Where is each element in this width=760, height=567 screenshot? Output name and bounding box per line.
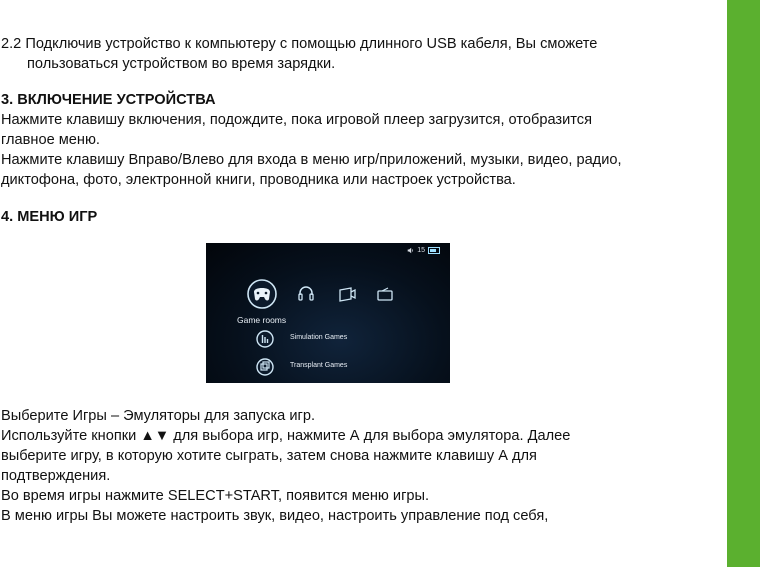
status-bar: [407, 247, 440, 254]
power-on-line-4: диктофона, фото, электронной книги, проводника или настроек устройства.: [1, 172, 516, 188]
device-screenshot: [206, 243, 450, 383]
radio-icon: [376, 287, 394, 301]
games-menu-line-1: Выберите Игры – Эмуляторы для запуска игр.: [1, 408, 316, 424]
power-on-line-1: Нажмите клавишу включения, подождите, пока игровой плеер загрузится, отобразится: [1, 112, 592, 128]
transplant-games-icon: [256, 358, 274, 376]
games-menu-line-6: В меню игры Вы можете настроить звук, видео, настроить управление под себя,: [1, 508, 549, 524]
menu-item-simulation-games[interactable]: Simulation Games: [290, 334, 348, 341]
games-menu-line-3: выберите игру, в которую хотите сыграть, затем снова нажмите клавишу А для: [1, 448, 537, 464]
power-on-line-2: главное меню.: [1, 132, 100, 148]
games-menu-line-4: подтверждения.: [1, 468, 111, 484]
usb-charging-line-2: пользоваться устройством во время зарядки.: [27, 56, 336, 72]
heading-power-on: 3. ВКЛЮЧЕНИЕ УСТРОЙСТВА: [1, 92, 216, 108]
menu-item-transplant-games[interactable]: Transplant Games: [290, 362, 348, 369]
games-menu-line-5: Во время игры нажмите SELECT+START, появится меню игры.: [1, 488, 430, 504]
green-side-bar: [727, 0, 760, 567]
video-icon: [337, 286, 357, 302]
heading-games-menu: 4. МЕНЮ ИГР: [1, 209, 98, 225]
paragraph-usb-charging: [1, 34, 742, 74]
paragraph-games-menu: [1, 406, 716, 526]
menu-title: Game rooms: [237, 315, 287, 325]
simulation-games-icon: [256, 330, 274, 348]
games-menu-line-2: Используйте кнопки ▲▼ для выбора игр, нажмите А для выбора эмулятора. Далее: [1, 428, 571, 444]
power-on-line-3: Нажмите клавишу Вправо/Влево для входа в меню игр/приложений, музыки, видео, радио,: [1, 152, 622, 168]
paragraph-power-on: [1, 110, 716, 190]
volume-icon: [407, 247, 414, 254]
battery-icon: [428, 247, 440, 254]
gamepad-icon: [246, 278, 278, 310]
headphones-icon: [296, 283, 316, 303]
usb-charging-line-1: 2.2 Подключив устройство к компьютеру с помощью длинного USB кабеля, Вы сможете: [1, 36, 598, 52]
volume-value: 15: [417, 247, 425, 254]
